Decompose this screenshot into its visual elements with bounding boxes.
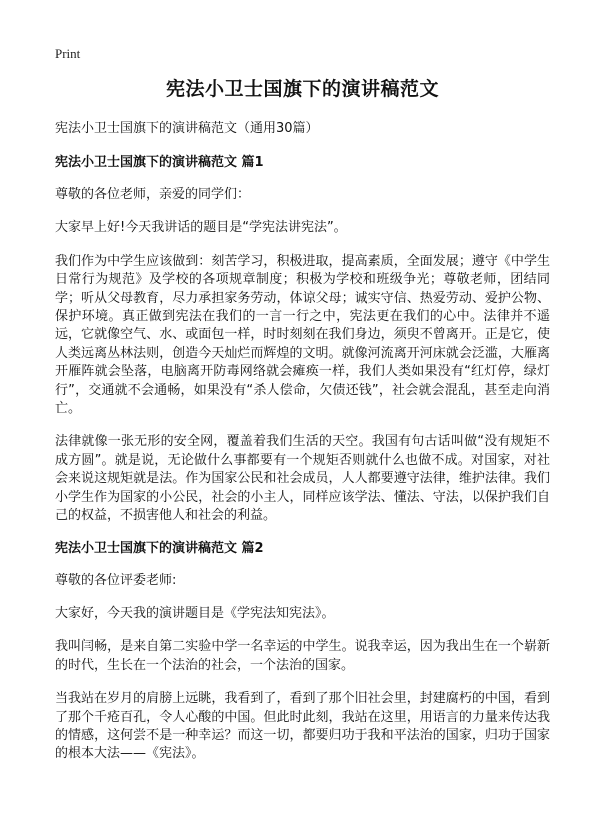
paragraph: 我们作为中学生应该做到：刻苦学习，积极进取，提高素质，全面发展；遵守《中学生日常行为规范》及学校的各项规章制度；积极为学校和班级争光；尊敬老师，团结同学；听从父母教育，尽力承担家务劳动，体谅父母；诚实守信、热爱劳动、爱护公物、保护环境。真正做到宪法在我们的一言一行之中，宪法更在我们的心中。法律并不遥远，它就像空气、水、或面包一样，时时刻刻在我们身边，须臾不曾离开。正是它，使人类远离丛林法则，创造今天灿烂而辉煌的文明。就像河流离开河床就会泛滥，大雁离开雁阵就会坠落，电脑离开防毒网络就会瘫痪一样，我们人类如果没有“红灯停，绿灯行”，交通就不会通畅，如果没有“杀人偿命，欠债还钱”，社会就会混乱，甚至走向消亡。 (55, 253, 550, 417)
paragraph: 大家早上好!今天我讲话的题目是“学宪法讲宪法”。 (55, 220, 347, 236)
document-subtitle: 宪法小卫士国旗下的演讲稿范文（通用30篇） (55, 121, 319, 136)
print-link[interactable]: Print (55, 46, 81, 61)
paragraph: 我叫闫畅，是来自第二实验中学一名幸运的中学生。说我幸运，因为我出生在一个崭新的时代，生长在一个法治的社会，一个法治的国家。 (55, 639, 550, 673)
paragraph: 法律就像一张无形的安全网，覆盖着我们生活的天空。我国有句古话叫做“没有规矩不成方圆”。就是说，无论做什么事都要有一个规矩否则就什么也做不成。对国家，对社会来说这规矩就是法。作为国家公民和社会成员，人人都要遵守法律，维护法律。我们小学生作为国家的小公民，社会的小主人，同样应该学法、懂法、守法，以保护我们自己的权益，不损害他人和社会的利益。 (55, 434, 550, 524)
section-heading: 宪法小卫士国旗下的演讲稿范文 篇1 (55, 155, 264, 170)
document-body (55, 76, 550, 779)
paragraph: 当我站在岁月的肩膀上远眺，我看到了，看到了那个旧社会里，封建腐朽的中国，看到了那个千疮百孔，令人心酸的中国。但此时此刻，我站在这里，用语言的力量来传达我的情感，这何尝不是一种幸运？而这一切，都要归功于我和平法治的国家，归功于国家的根本大法——《宪法》。 (55, 691, 550, 762)
document-title: 宪法小卫士国旗下的演讲稿范文 (165, 78, 439, 100)
section-heading: 宪法小卫士国旗下的演讲稿范文 篇2 (55, 540, 264, 556)
paragraph: 尊敬的各位评委老师: (55, 572, 177, 588)
paragraph: 尊敬的各位老师，亲爱的同学们： (55, 187, 251, 202)
paragraph: 大家好，今天我的演讲题目是《学宪法知宪法》。 (55, 605, 335, 621)
section-1 (55, 154, 550, 526)
section-2 (55, 540, 550, 764)
